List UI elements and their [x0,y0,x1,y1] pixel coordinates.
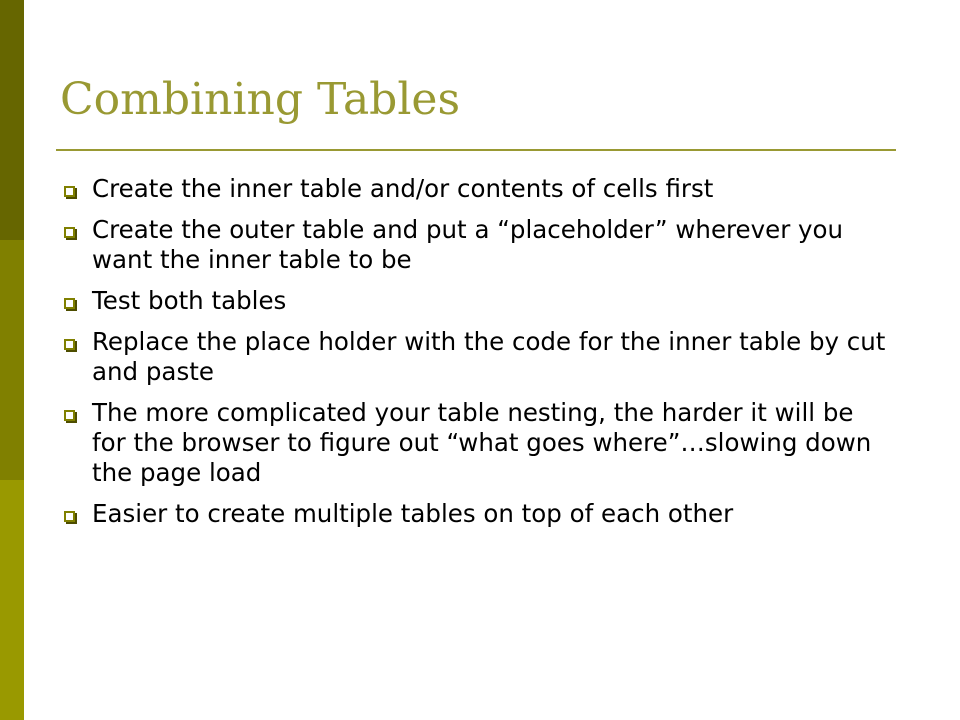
square-bullet-icon [64,298,75,309]
bullet-text: Easier to create multiple tables on top of each other [92,499,734,528]
side-accent-bar [0,0,24,720]
bullet-item [62,398,892,488]
bullet-text: Create the inner table and/or contents of cells first [92,174,714,203]
square-bullet-icon [64,410,75,421]
square-bullet-icon [64,227,75,238]
bullet-item [62,286,892,316]
side-bar-segment-middle [0,240,24,480]
square-bullet-icon [64,511,75,522]
bullet-text: Create the outer table and put a “placeholder” wherever you want the inner table to be [92,215,844,274]
side-bar-segment-bottom [0,480,24,720]
bullet-text: The more complicated your table nesting, the harder it will be for the browser to figure out “what goes where”…slowing down the page load [92,398,872,487]
side-bar-segment-top [0,0,24,240]
bullet-item [62,215,892,275]
bullet-item [62,327,892,387]
square-bullet-icon [64,339,75,350]
square-bullet-icon [64,186,75,197]
bullet-text: Test both tables [92,286,287,315]
bullet-item [62,174,892,204]
bullet-list [62,174,892,540]
bullet-text: Replace the place holder with the code for the inner table by cut and paste [92,327,886,386]
slide-title: Combining Tables [60,74,461,125]
title-divider [56,149,896,151]
bullet-item [62,499,892,529]
